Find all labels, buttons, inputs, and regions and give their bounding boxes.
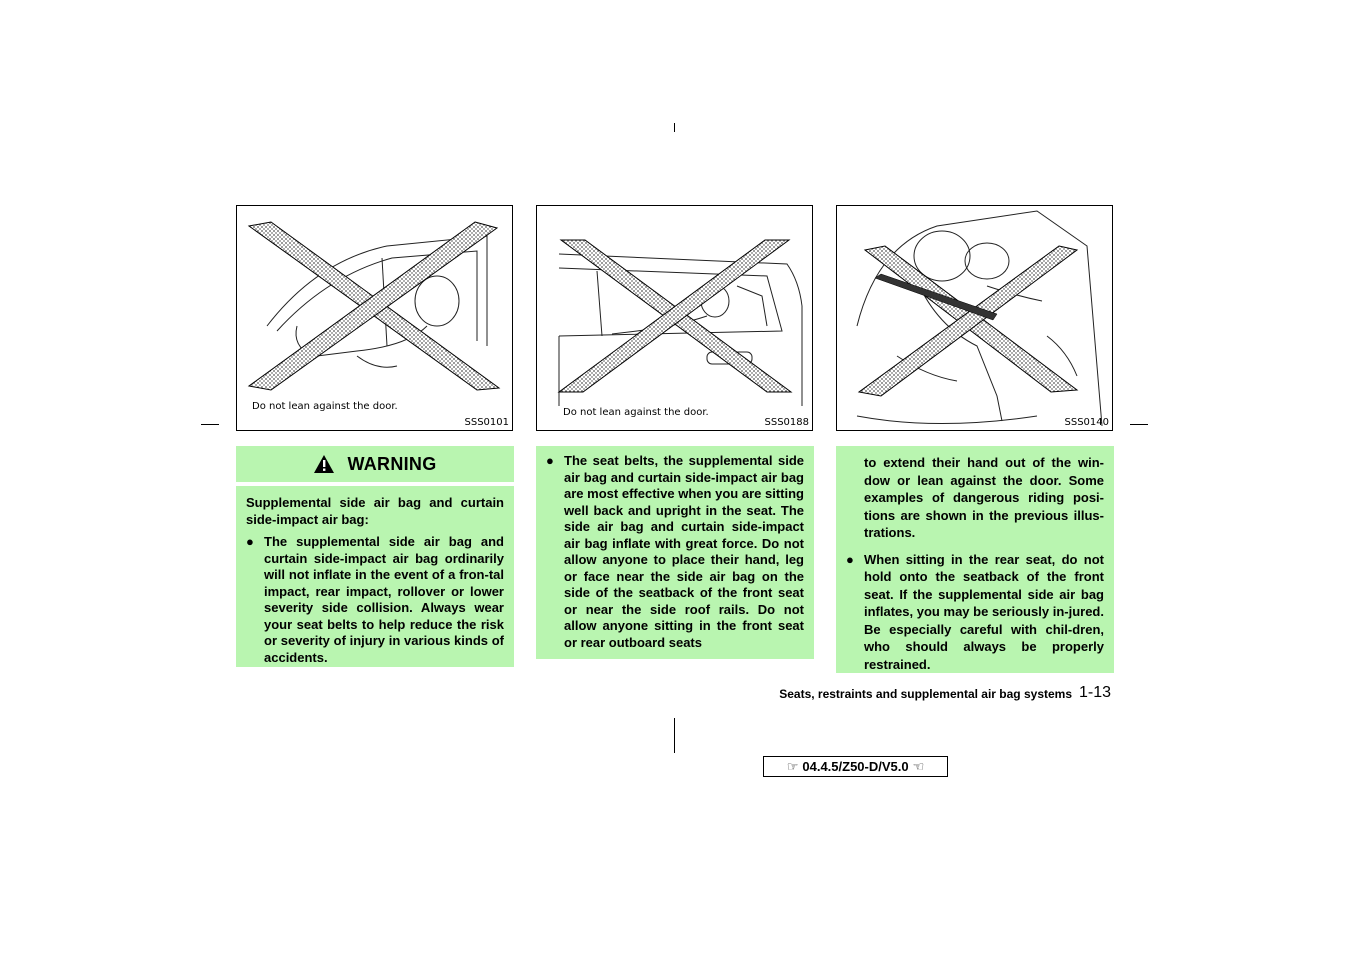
crop-mark-bottom — [674, 718, 675, 753]
pointing-hand-left-icon: ☜ — [912, 758, 925, 774]
figure-code: SSS0101 — [464, 417, 509, 428]
warning-body — [236, 486, 514, 667]
figure-caption: Do not lean against the door. — [563, 407, 709, 418]
bullet-icon: ● — [546, 453, 554, 468]
figure-caption: Do not lean against the door. — [252, 401, 398, 412]
bullet-icon: ● — [246, 534, 254, 549]
crop-mark-top — [674, 123, 675, 132]
car-window-drawing — [537, 206, 813, 431]
page-number: 1-13 — [1079, 684, 1112, 701]
crop-mark-right — [1130, 424, 1148, 425]
bullet-icon: ● — [846, 551, 854, 567]
illustration-lean-door-2 — [536, 205, 813, 431]
continuation-text: to extend their hand out of the win-dow or lean against the door. Some examples of dangerous riding posi-tions are shown in the previous illus-trations. — [864, 455, 1104, 540]
warning-continued-col2 — [536, 446, 814, 659]
bullet-text: The supplemental side air bag and curtain side-impact air bag ordinarily will not inflate in the event of a fron-tal impact, rear impact, rollover or lower severity side collision. Always wear your seat belts to help reduce the risk or severity of injury in various kinds of accidents. — [264, 534, 504, 665]
car-occupant-drawing — [237, 206, 513, 431]
crop-mark-left — [201, 424, 219, 425]
warning-title: WARNING — [347, 453, 437, 474]
figure-code: SSS0188 — [764, 417, 809, 428]
bullet-text: When sitting in the rear seat, do not hold onto the seatback of the front seat. If the supplemental side air bag inflates, you may be seriously in-jured. Be especially careful with chil-dren, who should always be properly restrained. — [864, 551, 1104, 672]
rear-seat-drawing — [837, 206, 1113, 431]
warning-bullet — [246, 534, 504, 666]
warning-continued-col3 — [836, 446, 1114, 673]
pointing-hand-right-icon: ☞ — [786, 758, 799, 774]
warning-bullet — [846, 551, 1104, 674]
illustration-rear-seat — [836, 205, 1113, 431]
figure-code: SSS0140 — [1064, 417, 1109, 428]
bullet-text: The seat belts, the supplemental side air bag and curtain side-impact air bag are most effective when you are sitting well back and upright in the seat. The side air bag and curtain side-impact air bag inflate with great force. Do not allow anyone to place their hand, leg or face near the side air bag on the side of the seatback of the front seat or near the side roof rails. Do not allow anyone sitting in the front seat or rear outboard seats — [564, 453, 804, 650]
section-title: Seats, restraints and supplemental air bag systems — [779, 687, 1072, 701]
warning-heading: Supplemental side air bag and curtain side-impact air bag: — [246, 495, 504, 527]
warning-bullet — [546, 453, 804, 651]
illustration-lean-door-1 — [236, 205, 513, 431]
warning-triangle-icon — [313, 454, 335, 474]
warning-banner — [236, 446, 514, 482]
warning-title-row — [236, 446, 514, 482]
version-label: 04.4.5/Z50-D/V5.0 — [802, 759, 909, 774]
version-box — [763, 756, 948, 777]
